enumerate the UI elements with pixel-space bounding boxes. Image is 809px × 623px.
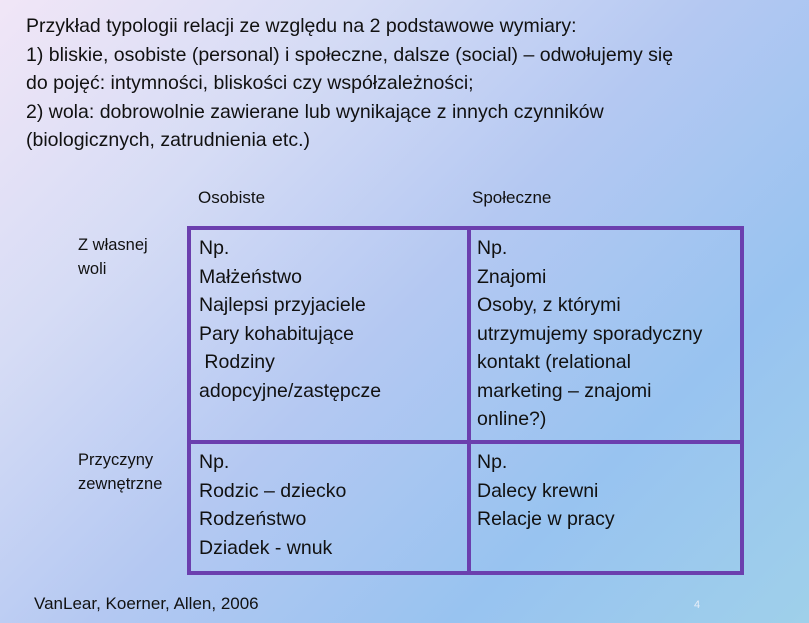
citation: VanLear, Koerner, Allen, 2006	[34, 594, 259, 613]
cell-line: utrzymujemy sporadyczny	[477, 322, 703, 345]
row-header-voluntary	[78, 233, 148, 281]
cell-line: kontakt (relational	[477, 351, 631, 373]
column-header-social: Społeczne	[472, 188, 552, 207]
cell-line: Rodzeństwo	[199, 508, 307, 530]
cell-line: Relacje w pracy	[477, 508, 615, 530]
intro-line: do pojęć: intymności, bliskości czy współzależności;	[26, 72, 474, 94]
cell-line: adopcyjne/zastępcze	[199, 379, 382, 402]
intro-line: Przykład typologii relacji ze względu na 2 podstawowe wymiary:	[26, 15, 577, 37]
cell-line: Np.	[477, 237, 508, 259]
column-header-personal: Osobiste	[198, 188, 266, 207]
cell-line: Rodzic – dziecko	[199, 479, 347, 502]
row-header-line: woli	[78, 260, 107, 278]
cell-line: Np.	[199, 451, 230, 473]
cell-line: Pary kohabitujące	[199, 322, 355, 345]
cell-external-social	[477, 448, 615, 534]
page-number: 4	[694, 599, 701, 611]
typology-grid	[187, 226, 744, 575]
cell-line: Osoby, z którymi	[477, 294, 621, 316]
cell-voluntary-personal	[199, 234, 381, 405]
cell-line: marketing – znajomi	[477, 379, 652, 402]
cell-line: Znajomi	[477, 265, 547, 288]
cell-line: Małżeństwo	[199, 265, 302, 288]
cell-line: Rodziny	[199, 351, 275, 373]
row-header-line: Z własnej	[78, 236, 148, 254]
row-header-line: Przyczyny	[78, 451, 154, 469]
cell-line: Dziadek - wnuk	[199, 536, 333, 559]
cell-line: Np.	[199, 237, 230, 259]
row-header-line: zewnętrzne	[78, 475, 163, 493]
grid-vertical-divider	[467, 230, 471, 571]
grid-horizontal-divider	[191, 440, 740, 444]
cell-voluntary-social	[477, 234, 702, 434]
intro-line: 2) wola: dobrowolnie zawierane lub wynikające z innych czynników	[26, 100, 604, 123]
intro-line: (biologicznych, zatrudnienia etc.)	[26, 129, 310, 151]
row-header-external	[78, 448, 162, 496]
cell-line: Np.	[477, 451, 508, 473]
cell-line: online?)	[477, 408, 547, 430]
cell-line: Dalecy krewni	[477, 479, 599, 502]
cell-line: Najlepsi przyjaciele	[199, 294, 366, 316]
intro-line: 1) bliskie, osobiste (personal) i społeczne, dalsze (social) – odwołujemy się	[26, 43, 674, 66]
cell-external-personal	[199, 448, 346, 562]
intro-text	[26, 12, 786, 155]
